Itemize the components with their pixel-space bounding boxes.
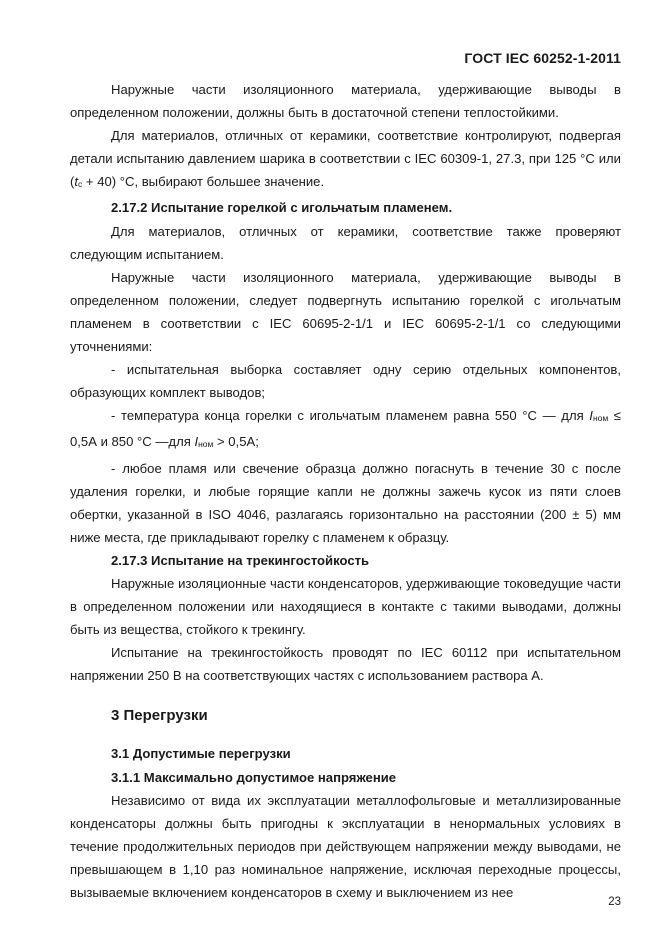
document-body (70, 78, 621, 904)
paragraph-tracking-parts: Наружные изоляционные части конденсаторов, удерживающие токоведущие части в определенном положении или находящиеся в контакте с такими выводами, должны быть из вещества, стойкого к трекингу. (70, 575, 621, 638)
paragraph-needle-flame-intro: Для материалов, отличных от керамики, соответствие также проверяют следующим испытанием. (70, 223, 621, 262)
paragraph-max-voltage: Независимо от вида их эксплуатации металлофольговые и металлизированные конденсаторы должны быть пригодны к эксплуатации в ненормальных условиях в течение продолжительных периодов при действующем напряжении между выводами, не превышающем в 1,10 раз номинальное напряжение, исключая переходные процессы, вызываемые включением конденсаторов в схему и выключением из нее (70, 792, 621, 900)
section-heading-3: 3 Перегрузки (111, 707, 208, 725)
paragraph-tracking-test: Испытание на трекингостойкость проводят по IEC 60112 при испытательном напряжении 250 В на соответствующих частях с использованием раствора А. (70, 645, 621, 684)
list-item-flame-extinguish: - любое пламя или свечение образца должно погаснуть в течение 30 с после удаления горелки, и любые горящие капли не должны зажечь кусок из пяти слоев обертки, указанной в ISO 4046, разлагаясь горизонтально на расстоянии (200 ± 5) мм ниже места, где прикладывают горелку с пламенем к образцу. (70, 460, 621, 545)
section-heading-3-1-1: 3.1.1 Максимально допустимое напряжение (111, 769, 397, 785)
section-heading-2-17-2: 2.17.2 Испытание горелкой с игольчатым пламенем. (111, 200, 453, 216)
list-item-sample: - испытательная выборка составляет одну серию отдельных компонентов, образующих комплект выводов; (70, 362, 621, 401)
page-number: 23 (608, 896, 621, 908)
paragraph-needle-flame-test: Наружные части изоляционного материала, удерживающие выводы в определенном положении, следует подвергнуть испытанию горелкой с игольчатым пламенем в соответствии с IEC 60695-2-1/1 и IEC 60695-2-1/1 со следующими уточнениями: (70, 269, 621, 355)
document-header: ГОСТ IEC 60252-1-2011 (464, 50, 621, 66)
paragraph-heat-resistance: Наружные части изоляционного материала, удерживающие выводы в определенном положении, должны быть в достаточной степени теплостойкими. (70, 82, 621, 121)
paragraph-ball-pressure-test: Для материалов, отличных от керамики, соответствие контролируют, подвергая детали испытанию давлением шарика в соответствии с IEC 60309-1, 27.3, при 125 °C или (tc + 40) °C, выбирают большее значение. (70, 128, 621, 190)
list-item-temperature: - температура конца горелки с игольчатым пламенем равна 550 °C — для Iном ≤ 0,5А и 850 °C —для Iном > 0,5А; (70, 408, 621, 450)
section-heading-2-17-3: 2.17.3 Испытание на трекингостойкость (111, 552, 370, 568)
section-heading-3-1: 3.1 Допустимые перегрузки (111, 746, 291, 762)
